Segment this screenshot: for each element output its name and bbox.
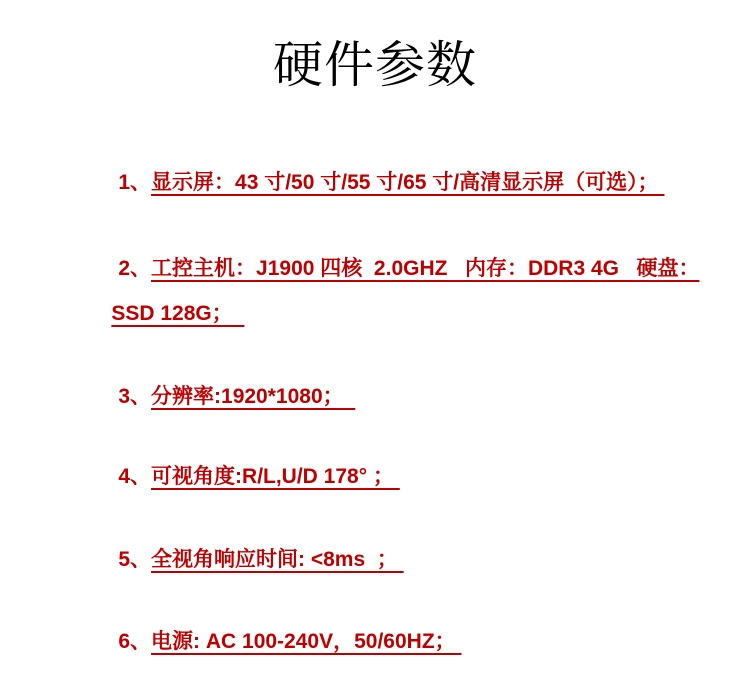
item-number: 3、 [118, 385, 152, 408]
item-number: 6、 [118, 630, 152, 653]
item-number: 1、 [118, 171, 152, 194]
item-text: 分辨率:1920*1080； [151, 385, 356, 408]
item-text: 电源: AC 100-240V，50/60HZ； [151, 630, 462, 653]
item-text-continued: SSD 128G； [111, 302, 245, 325]
list-item-viewing-angle [95, 436, 400, 517]
list-item-power [95, 601, 461, 682]
list-item-response-time [95, 519, 404, 600]
page-title: 硬件参数 [273, 37, 477, 93]
list-item-host-wrap [88, 273, 244, 354]
list-item-display [95, 142, 664, 223]
item-text: 工控主机：J1900 四核 2.0GHZ 内存：DDR3 4G 硬盘： [151, 257, 700, 280]
item-number: 4、 [118, 465, 152, 488]
list-item-resolution [95, 356, 355, 437]
item-number: 2、 [118, 257, 152, 280]
item-text: 可视角度:R/L,U/D 178° ； [151, 465, 400, 488]
item-text: 全视角响应时间: <8ms ； [151, 548, 404, 571]
item-number: 5、 [118, 548, 152, 571]
item-text: 显示屏：43 寸/50 寸/55 寸/65 寸/高清显示屏（可选）； [151, 171, 665, 194]
